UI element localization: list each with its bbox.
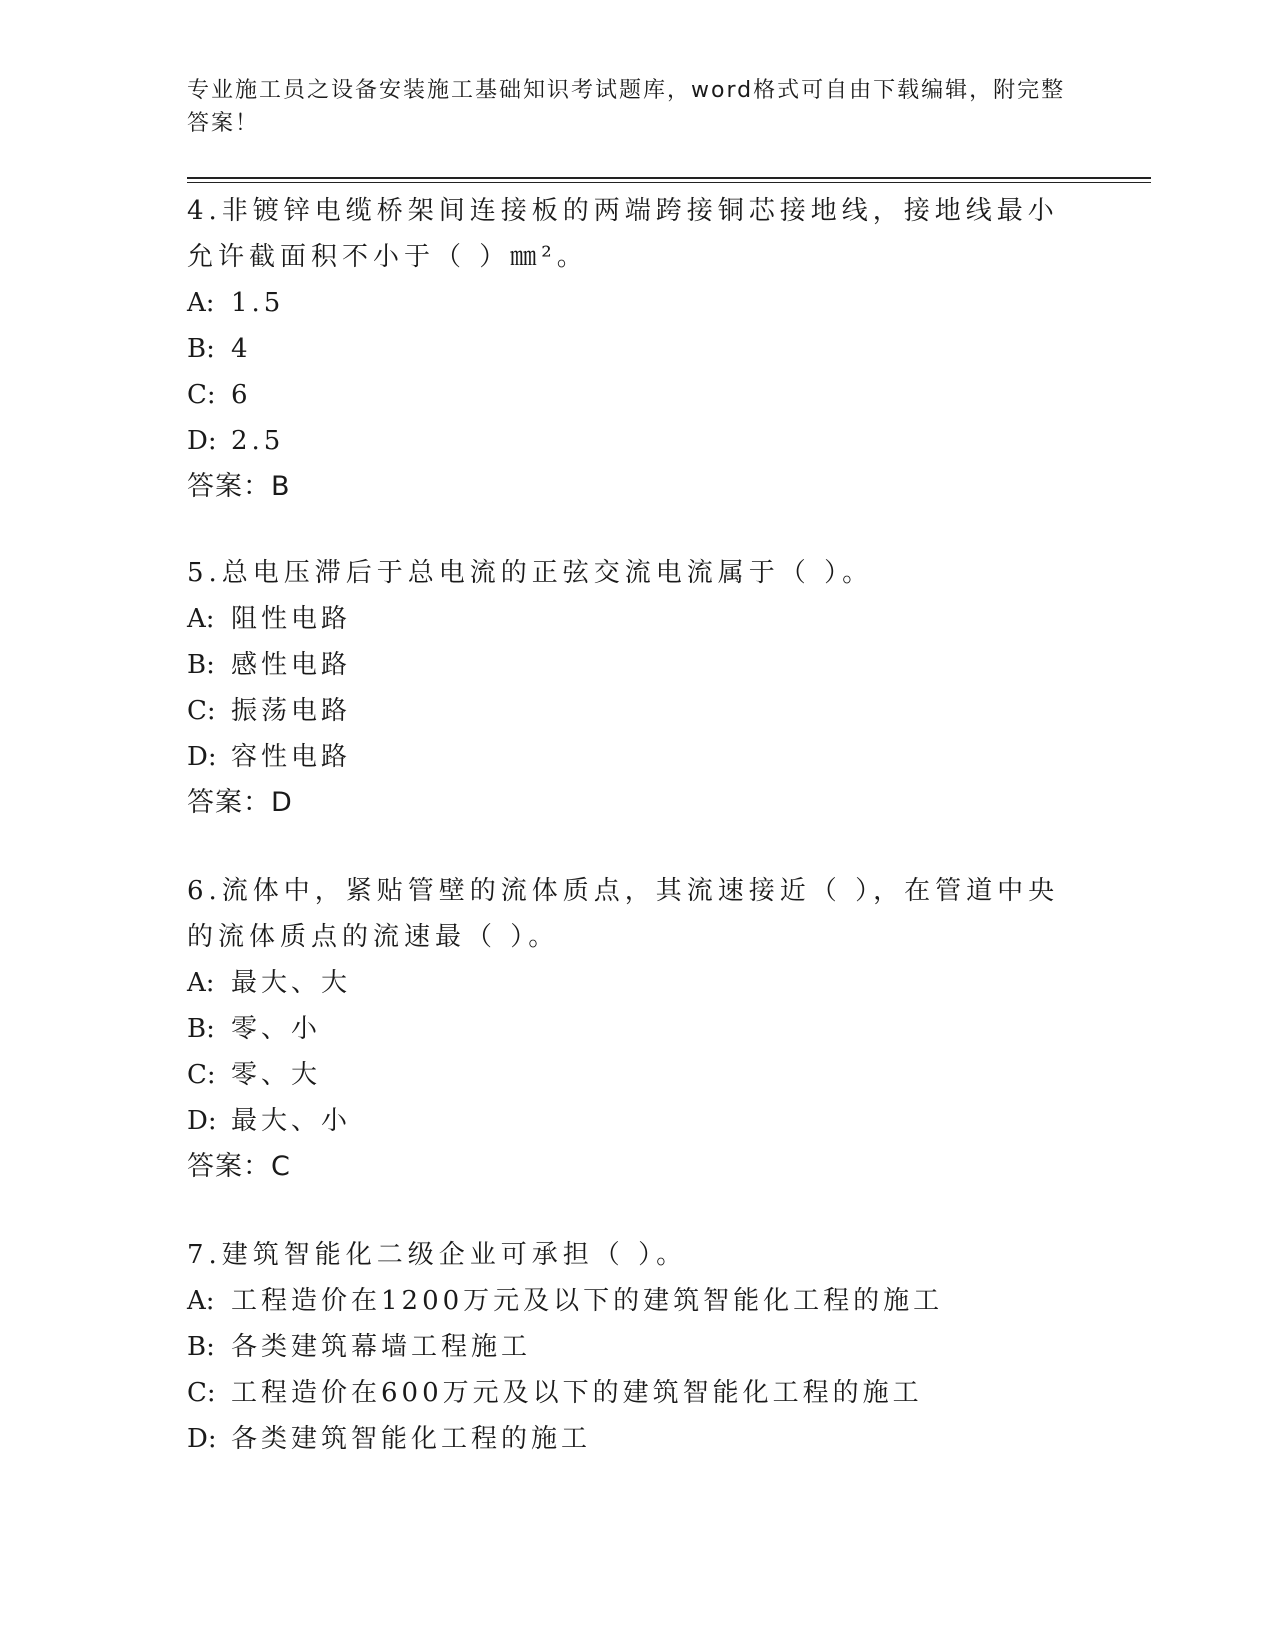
option-text: 阻性电路 [231,604,352,634]
option-c [187,372,1087,418]
option-c [187,1370,1087,1416]
option-c [187,688,1087,734]
option-key: D: [187,742,217,772]
header-divider [187,177,1151,179]
option-key: D: [187,426,217,456]
option-key: A: [187,604,215,634]
option-a [187,596,1087,642]
question-4 [187,188,1087,510]
option-d [187,734,1087,780]
question-5 [187,550,1087,826]
option-a [187,1278,1087,1324]
answer-line: 答案：B [187,471,291,502]
option-text: 零、小 [231,1014,322,1044]
option-key: D: [187,1424,217,1454]
option-text: 零、大 [231,1060,322,1090]
option-a [187,280,1087,326]
answer-line: 答案：D [187,787,293,818]
option-b [187,326,1087,372]
option-key: A: [187,288,215,318]
question-stem: 4.非镀锌电缆桥架间连接板的两端跨接铜芯接地线，接地线最小允许截面积不小于（ ）㎜²。 [187,196,1059,272]
option-text: 4 [231,334,252,364]
option-key: A: [187,968,215,998]
option-text: 工程造价在600万元及以下的建筑智能化工程的施工 [231,1378,923,1408]
option-key: C: [187,1378,216,1408]
option-d [187,1098,1087,1144]
option-d [187,1416,1087,1462]
option-key: B: [187,1014,215,1044]
option-key: D: [187,1106,217,1136]
option-b [187,1006,1087,1052]
question-stem: 7.建筑智能化二级企业可承担（ ）。 [187,1240,688,1270]
option-key: B: [187,1332,215,1362]
question-stem: 5.总电压滞后于总电流的正弦交流电流属于（ ）。 [187,558,874,588]
question-7 [187,1232,1087,1462]
option-b [187,642,1087,688]
option-text: 振荡电路 [231,696,352,726]
option-text: 2.5 [231,426,285,456]
option-text: 感性电路 [231,650,352,680]
option-text: 最大、大 [231,968,352,998]
option-key: C: [187,696,216,726]
option-key: C: [187,380,216,410]
option-text: 6 [231,380,252,410]
question-stem: 6.流体中，紧贴管壁的流体质点，其流速接近（ ），在管道中央的流体质点的流速最（ ）。 [187,876,1060,952]
document-header: 专业施工员之设备安装施工基础知识考试题库，word格式可自由下载编辑，附完整答案！ [187,78,1066,136]
option-key: C: [187,1060,216,1090]
option-text: 各类建筑智能化工程的施工 [231,1424,592,1454]
option-text: 1.5 [231,288,285,318]
option-key: B: [187,334,215,364]
answer-line: 答案：C [187,1151,291,1182]
option-b [187,1324,1087,1370]
option-key: A: [187,1286,215,1316]
option-key: B: [187,650,215,680]
option-text: 工程造价在1200万元及以下的建筑智能化工程的施工 [231,1286,944,1316]
question-6 [187,868,1087,1190]
option-text: 各类建筑幕墙工程施工 [231,1332,532,1362]
option-d [187,418,1087,464]
option-text: 容性电路 [231,742,352,772]
option-c [187,1052,1087,1098]
header-divider-thin [187,182,1151,183]
option-a [187,960,1087,1006]
option-text: 最大、小 [231,1106,352,1136]
